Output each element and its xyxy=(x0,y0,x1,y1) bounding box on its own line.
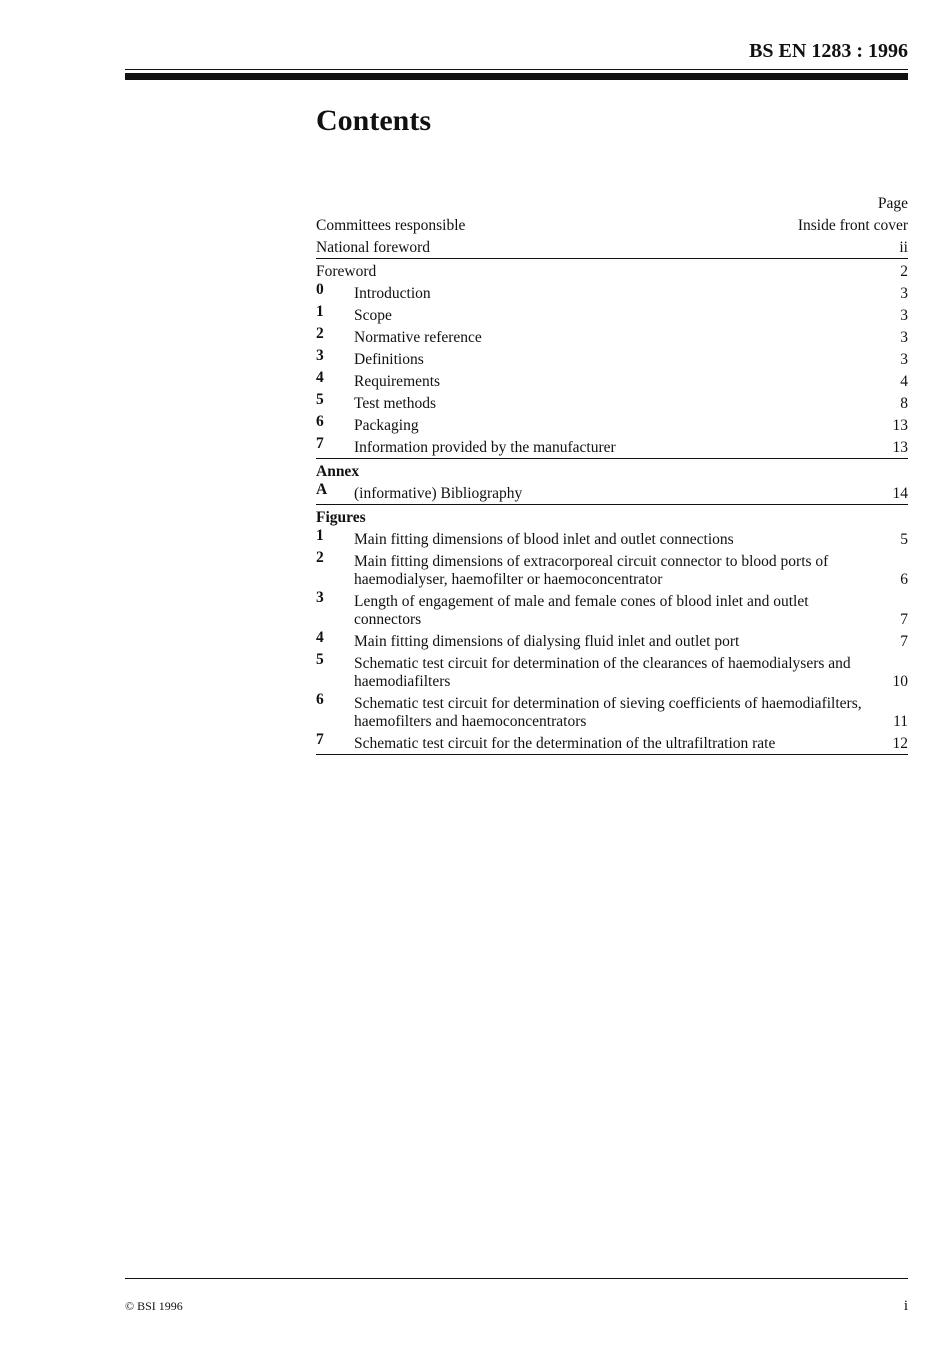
toc-entry-clause[interactable] xyxy=(316,303,908,325)
figure-title: Schematic test circuit for determination of the clearances of haemodialysers and haemodiafilters xyxy=(354,655,851,690)
toc-entry-page: ii xyxy=(899,239,908,256)
clause-title: Introduction xyxy=(354,285,431,302)
toc-entry-title: National foreword xyxy=(316,239,431,256)
toc-entry-figure[interactable] xyxy=(316,651,908,691)
toc-entry-page: Inside front cover xyxy=(797,217,908,234)
clause-title: Scope xyxy=(354,307,392,324)
clause-page: 3 xyxy=(900,329,908,346)
header-rule-thick xyxy=(125,73,908,80)
toc-entry-figure[interactable] xyxy=(316,731,908,753)
toc-entry-foreword[interactable] xyxy=(316,259,908,281)
clause-title: Definitions xyxy=(354,351,424,368)
clause-page: 13 xyxy=(892,417,908,434)
annex-heading: Annex xyxy=(316,463,360,480)
clause-number: 7 xyxy=(316,435,324,452)
annex-page: 14 xyxy=(892,485,908,502)
toc-entry-national-foreword[interactable] xyxy=(316,235,908,257)
figure-number: 1 xyxy=(316,527,324,544)
toc-entry-figure[interactable] xyxy=(316,549,908,589)
toc-entry-annex[interactable] xyxy=(316,481,908,503)
toc-entry-page: 2 xyxy=(900,263,908,280)
page-title: Contents xyxy=(316,104,432,137)
toc-entry-clause[interactable] xyxy=(316,281,908,303)
toc-entry-clause[interactable] xyxy=(316,369,908,391)
table-of-contents xyxy=(316,191,908,755)
clause-number: 1 xyxy=(316,303,324,320)
figure-page: 12 xyxy=(892,735,908,752)
toc-entry-figure[interactable] xyxy=(316,691,908,731)
figure-title: Main fitting dimensions of extracorporeal circuit connector to blood ports of haemodialyser, haemofilter or haemoconcentrator xyxy=(354,553,829,588)
toc-entry-figure[interactable] xyxy=(316,527,908,549)
clause-page: 3 xyxy=(900,307,908,324)
figure-page: 7 xyxy=(900,611,908,628)
clause-page: 3 xyxy=(900,351,908,368)
clause-number: 0 xyxy=(316,281,324,298)
figure-page: 10 xyxy=(892,673,908,690)
clause-page: 8 xyxy=(900,395,908,412)
footer-rule xyxy=(125,1278,908,1279)
clause-number: 3 xyxy=(316,347,324,364)
figure-number: 5 xyxy=(316,651,324,668)
page-number: i xyxy=(903,1298,908,1314)
document-id: BS EN 1283 : 1996 xyxy=(749,40,908,62)
clause-page: 4 xyxy=(900,373,908,390)
toc-entry-clause[interactable] xyxy=(316,325,908,347)
toc-entry-committees[interactable] xyxy=(316,213,908,235)
toc-entry-clause[interactable] xyxy=(316,435,908,457)
figure-page: 11 xyxy=(893,713,908,730)
figure-title: Schematic test circuit for determination of sieving coefficients of haemodiafilters, haemofilters and haemoconcentrators xyxy=(354,695,862,730)
figure-title: Schematic test circuit for the determination of the ultrafiltration rate xyxy=(354,735,776,752)
figure-title: Main fitting dimensions of dialysing fluid inlet and outlet port xyxy=(354,633,740,650)
toc-entry-title: Foreword xyxy=(316,263,377,280)
figure-number: 3 xyxy=(316,589,324,606)
clause-number: 5 xyxy=(316,391,324,408)
header-rule-thin xyxy=(125,69,908,70)
figure-title: Length of engagement of male and female cones of blood inlet and outlet connectors xyxy=(354,593,809,628)
figure-page: 6 xyxy=(900,571,908,588)
annex-title: (informative) Bibliography xyxy=(354,485,523,502)
clause-title: Information provided by the manufacturer xyxy=(354,439,616,456)
figures-heading-row xyxy=(316,505,908,527)
page-column-label-row xyxy=(316,191,908,213)
annex-letter: A xyxy=(316,481,328,498)
clause-number: 2 xyxy=(316,325,324,342)
figure-page: 7 xyxy=(900,633,908,650)
figure-number: 6 xyxy=(316,691,324,708)
toc-entry-clause[interactable] xyxy=(316,391,908,413)
clause-page: 3 xyxy=(900,285,908,302)
figure-page: 5 xyxy=(900,531,908,548)
toc-entry-title: Committees responsible xyxy=(316,217,466,234)
clause-number: 4 xyxy=(316,369,324,386)
clause-title: Requirements xyxy=(354,373,441,390)
page-column-label: Page xyxy=(877,195,908,212)
toc-entry-figure[interactable] xyxy=(316,589,908,629)
copyright: © BSI 1996 xyxy=(125,1299,183,1313)
clause-title: Packaging xyxy=(354,417,419,434)
clause-title: Normative reference xyxy=(354,329,482,346)
clause-page: 13 xyxy=(892,439,908,456)
section-divider xyxy=(316,754,908,755)
figures-heading: Figures xyxy=(316,509,366,526)
annex-heading-row xyxy=(316,459,908,481)
clause-number: 6 xyxy=(316,413,324,430)
toc-entry-clause[interactable] xyxy=(316,413,908,435)
figure-title: Main fitting dimensions of blood inlet and outlet connections xyxy=(354,531,734,548)
figure-number: 2 xyxy=(316,549,324,566)
toc-entry-figure[interactable] xyxy=(316,629,908,651)
clause-title: Test methods xyxy=(354,395,437,412)
figure-number: 4 xyxy=(316,629,324,646)
figure-number: 7 xyxy=(316,731,324,748)
toc-entry-clause[interactable] xyxy=(316,347,908,369)
